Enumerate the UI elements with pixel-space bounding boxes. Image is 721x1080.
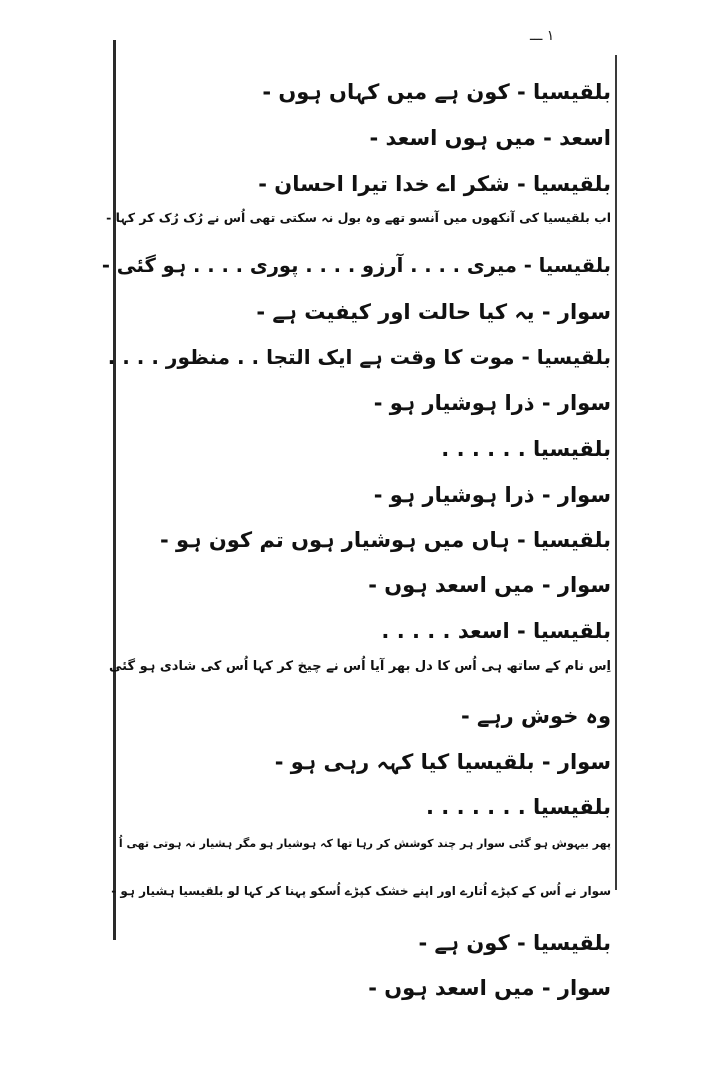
text-line: بلقیسیا - کون ہے - — [418, 931, 611, 955]
text-line: سوار - میں اسعد ہوں - — [368, 573, 611, 597]
right-margin-rule — [615, 55, 617, 890]
text-line: بلقیسیا - موت کا وقت ہے ایک التجا . . منظور . . . . — [107, 345, 611, 369]
text-line: بلقیسیا - ہاں میں ہوشیار ہوں تم کون ہو - — [160, 528, 611, 552]
left-margin-rule — [113, 40, 116, 940]
text-line: اب بلقیسیا کی آنکھوں میں آنسو تھے وہ بول نہ سکتی تھی اُس نے رُک رُک کر کہا - — [106, 210, 611, 225]
text-line: اِس نام کے ساتھ ہی اُس کا دل بھر آیا اُس نے چیخ کر کہا اُس کی شادی ہو گئی — [109, 659, 611, 674]
text-line: بلقیسیا - کون ہے میں کہاں ہوں - — [262, 80, 611, 104]
text-line: اسعد - میں ہوں اسعد - — [369, 126, 611, 150]
text-line: سوار - ذرا ہوشیار ہو - — [373, 391, 611, 415]
text-line: پھر بیہوش ہو گئی سوار ہر چند کوشش کر رہا تھا کہ ہوشیار ہو مگر ہشیار نہ ہوتی تھی اُ — [118, 837, 611, 850]
text-line: بلقیسیا - اسعد . . . . . — [381, 619, 611, 643]
text-line: سوار - ذرا ہوشیار ہو - — [373, 483, 611, 507]
text-line: سوار نے اُس کے کپڑے اُتارے اور اپنے خشک کپڑے اُسکو پہنا کر کہا لو بلقیسیا ہشیار ہو - — [111, 884, 611, 898]
text-line: بلقیسیا . . . . . . . — [426, 795, 611, 819]
text-line: سوار - بلقیسیا کیا کہہ رہی ہو - — [274, 750, 611, 774]
text-line: بلقیسیا - میری . . . . آرزو . . . . پوری . . . . ہو گئی - — [101, 254, 611, 277]
text-line: بلقیسیا - شکر اے خدا تیرا احسان - — [258, 172, 611, 196]
text-line: وہ خوش رہے - — [461, 704, 611, 728]
text-line: سوار - میں اسعد ہوں - — [368, 976, 611, 1000]
text-line: بلقیسیا . . . . . . — [441, 437, 611, 461]
page-mark: ١ ـــ — [530, 28, 555, 44]
text-line: سوار - یہ کیا حالت اور کیفیت ہے - — [256, 300, 611, 324]
